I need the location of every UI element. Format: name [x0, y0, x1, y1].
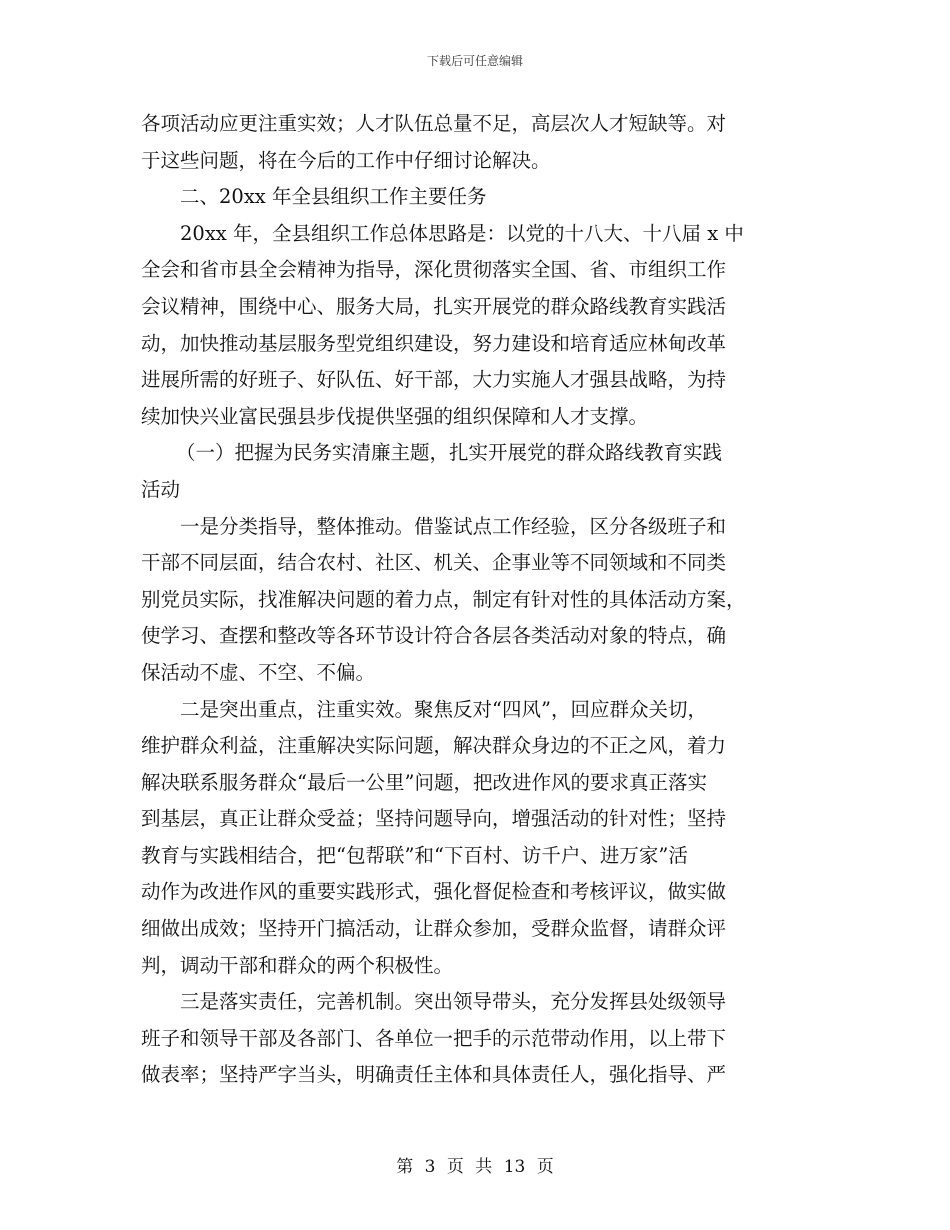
- text-line: 会议精神，围绕中心、服务大局，扎实开展党的群众路线教育实践活: [141, 294, 727, 318]
- text-line: 动，加快推动基层服务型党组织建设，努力建设和培育适应林甸改革: [141, 331, 727, 355]
- text-line: 教育与实践相结合，把“包帮联”和“下百村、访千户、进万家”活: [141, 843, 688, 867]
- text-line: 判，调动干部和群众的两个积极性。: [141, 953, 454, 977]
- page-footer: 第 3 页 共 13 页: [396, 1157, 554, 1177]
- text-line: 细做出成效；坚持开门搞活动，让群众参加，受群众监督，请群众评: [141, 917, 727, 941]
- document-body: [141, 106, 793, 1094]
- paragraph-point-two: [141, 692, 793, 985]
- text-line: 活动: [141, 477, 181, 501]
- section-heading-main-tasks: [141, 179, 793, 216]
- text-line: 全会和省市县全会精神为指导，深化贯彻落实全国、省、市组织工作: [141, 258, 727, 282]
- paragraph-intro-continuation: [141, 106, 793, 179]
- text-line: 进展所需的好班子、好队伍、好干部，大力实施人才强县战略，为持: [141, 368, 727, 392]
- text-line: 三是落实责任，完善机制。突出领导带头，充分发挥县处级领导: [180, 990, 727, 1014]
- text-line: 干部不同层面，结合农村、社区、机关、企事业等不同领域和不同类: [141, 551, 727, 575]
- text-line: 20xx 年，全县组织工作总体思路是：以党的十八大、十八届 x 中: [180, 221, 744, 245]
- paragraph-point-three: [141, 984, 793, 1094]
- paragraph-overall-approach: [141, 216, 793, 436]
- text-line: 保活动不虚、不空、不偏。: [141, 660, 376, 684]
- page-header: 下载后可任意编辑: [426, 54, 523, 68]
- text-line: 班子和领导干部及各部门、各单位一把手的示范带动作用，以上带下: [141, 1026, 727, 1050]
- text-line: 二、20xx 年全县组织工作主要任务: [180, 185, 487, 209]
- text-line: （一）把握为民务实清廉主题，扎实开展党的群众路线教育实践: [176, 441, 723, 465]
- text-line: 各项活动应更注重实效；人才队伍总量不足，高层次人才短缺等。对: [141, 112, 727, 135]
- text-line: 到基层，真正让群众受益；坚持问题导向，增强活动的针对性；坚持: [141, 807, 727, 831]
- text-line: 续加快兴业富民强县步伐提供坚强的组织保障和人才支撑。: [141, 404, 649, 428]
- subsection-heading-one: [141, 435, 793, 508]
- text-line: 一是分类指导，整体推动。借鉴试点工作经验，区分各级班子和: [180, 514, 727, 538]
- text-line: 别党员实际，找准解决问题的着力点，制定有针对性的具体活动方案，: [141, 587, 746, 611]
- text-line: 做表率；坚持严字当头，明确责任主体和具体责任人，强化指导、严: [141, 1063, 727, 1087]
- text-line: 于这些问题，将在今后的工作中仔细讨论解决。: [141, 148, 551, 172]
- text-line: 二是突出重点，注重实效。聚焦反对“四风”，回应群众关切，: [180, 697, 707, 721]
- paragraph-point-one: [141, 509, 793, 692]
- text-line: 使学习、查摆和整改等各环节设计符合各层各类活动对象的特点，确: [141, 624, 727, 648]
- text-line: 解决联系服务群众“最后一公里”问题，把改进作风的要求真正落实: [141, 770, 707, 794]
- text-line: 动作为改进作风的重要实践形式，强化督促检查和考核评议，做实做: [141, 880, 727, 904]
- text-line: 维护群众利益，注重解决实际问题，解决群众身边的不正之风，着力: [141, 734, 727, 758]
